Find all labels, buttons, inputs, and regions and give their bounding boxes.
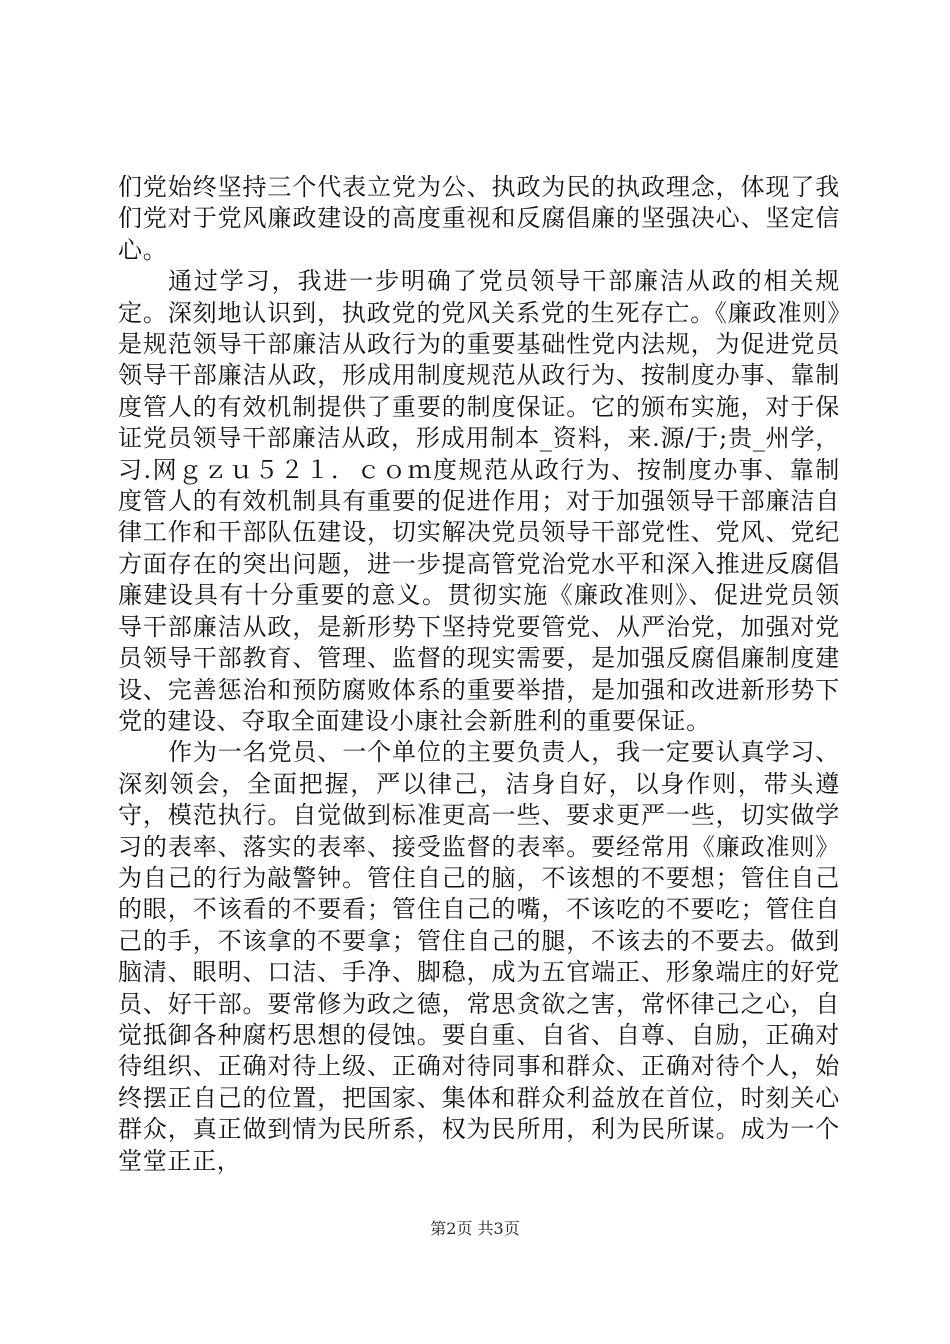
- page-number-footer: 第2页 共3页: [430, 1219, 520, 1238]
- paragraph-continuation: 们党始终坚持三个代表立党为公、执政为民的执政理念，体现了我们党对于党风廉政建设的高度重视和反腐倡廉的坚强决心、坚定信心。: [118, 173, 840, 264]
- paragraph-personal-commitment: 作为一名党员、一个单位的主要负责人，我一定要认真学习、深刻领会，全面把握，严以律己，洁身自好，以身作则，带头遵守，模范执行。自觉做到标准更高一些、要求更严一些，切实做学习的表率、落实的表率、接受监督的表率。要经常用《廉政准则》为自己的行为敲警钟。管住自己的脑，不该想的不要想；管住自己的眼，不该看的不要看；管住自己的嘴，不该吃的不要吃；管住自己的手，不该拿的不要拿；管住自己的腿，不该去的不要去。做到脑清、眼明、口洁、手净、脚稳，成为五官端正、形象端庄的好党员、好干部。要常修为政之德，常思贪欲之害，常怀律己之心，自觉抵御各种腐朽思想的侵蚀。要自重、自省、自尊、自励，正确对待组织、正确对待上级、正确对待同事和群众、正确对待个人，始终摆正自己的位置，把国家、集体和群众利益放在首位，时刻关心群众，真正做到情为民所系，权为民所用，利为民所谋。成为一个堂堂正正，: [118, 738, 840, 1175]
- paragraph-study-regulations: 通过学习，我进一步明确了党员领导干部廉洁从政的相关规定。深刻地认识到，执政党的党风关系党的生死存亡。《廉政准则》是规范领导干部廉洁从政行为的重要基础性党内法规，为促进党员领导干部廉洁从政，形成用制度规范从政行为、按制度办事、靠制度管人的有效机制提供了重要的制度保证。它的颁布实施，对于保证党员领导干部廉洁从政，形成用制本_资料，来.源/于;贵_州学，习.网ｇｚｕ５２１．ｃｏｍ度规范从政行为、按制度办事、靠制度管人的有效机制具有重要的促进作用；对于加强领导干部廉洁自律工作和干部队伍建设，切实解决党员领导干部党性、党风、党纪方面存在的突出问题，进一步提高管党治党水平和深入推进反腐倡廉建设具有十分重要的意义。贯彻实施《廉政准则》、促进党员领导干部廉洁从政，是新形势下坚持党要管党、从严治党，加强对党员领导干部教育、管理、监督的现实需要，是加强反腐倡廉制度建设、完善惩治和预防腐败体系的重要举措，是加强和改进新形势下党的建设、夺取全面建设小康社会新胜利的重要保证。: [118, 267, 840, 735]
- document-body: [118, 172, 840, 1177]
